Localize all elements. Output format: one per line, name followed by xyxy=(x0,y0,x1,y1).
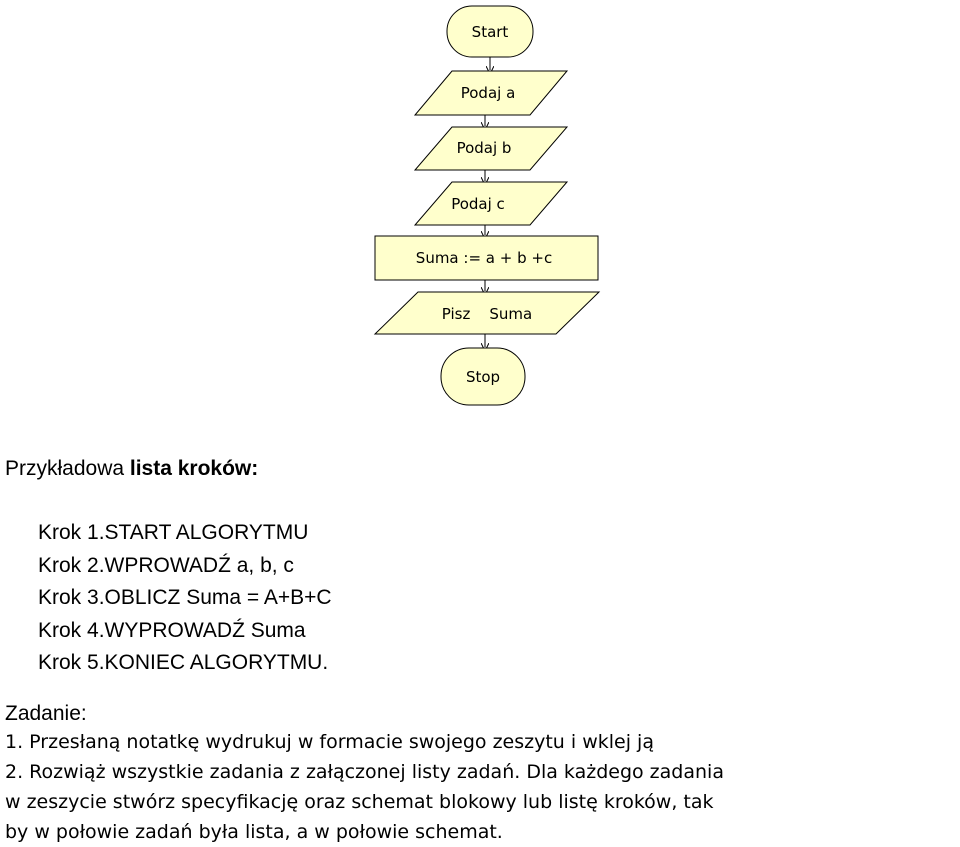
task-line: 2. Rozwiąż wszystkie zadania z załączonej listy zadań. Dla każdego zadania xyxy=(5,761,724,783)
start-label: Start xyxy=(471,23,509,41)
input-b-label: Podaj b xyxy=(456,139,512,157)
flowchart-node-input-b xyxy=(415,127,567,170)
task-section xyxy=(5,701,724,847)
task-title: Zadanie: xyxy=(5,702,87,725)
step-item: Krok 2.WPROWADŹ a, b, c xyxy=(38,553,294,577)
input-a-label: Podaj a xyxy=(460,84,516,102)
flowchart-node-input-a xyxy=(415,71,567,115)
step-item: Krok 5.KONIEC ALGORYTMU. xyxy=(38,651,329,674)
example-heading-bold: lista kroków: xyxy=(129,457,259,480)
flowchart-node-stop xyxy=(441,348,525,405)
step-item: Krok 4.WYPROWADŹ Suma xyxy=(38,618,306,642)
step-item: Krok 3.OBLICZ Suma = A+B+C xyxy=(38,586,332,609)
task-line: by w połowie zadań była lista, a w połowie schemat. xyxy=(5,821,503,843)
example-heading xyxy=(5,456,258,482)
flowchart-node-input-c xyxy=(415,182,567,225)
task-line: w zeszycie stwórz specyfikację oraz schemat blokowy lub listę kroków, tak xyxy=(5,791,714,813)
stop-label: Stop xyxy=(465,368,501,386)
example-heading-prefix: Przykładowa xyxy=(5,457,130,480)
flowchart xyxy=(0,0,960,420)
flowchart-node-compute xyxy=(375,236,598,280)
step-item: Krok 1.START ALGORYTMU xyxy=(38,521,309,544)
steps-list xyxy=(38,517,332,680)
task-line: 1. Przesłaną notatkę wydrukuj w formacie swojego zeszytu i wklej ją xyxy=(5,731,654,753)
flowchart-node-output xyxy=(375,292,599,334)
input-c-label: Podaj c xyxy=(451,195,505,213)
compute-label: Suma := a + b +c xyxy=(415,249,553,267)
output-label: Pisz Suma xyxy=(441,305,533,323)
flowchart-node-start xyxy=(447,6,533,57)
